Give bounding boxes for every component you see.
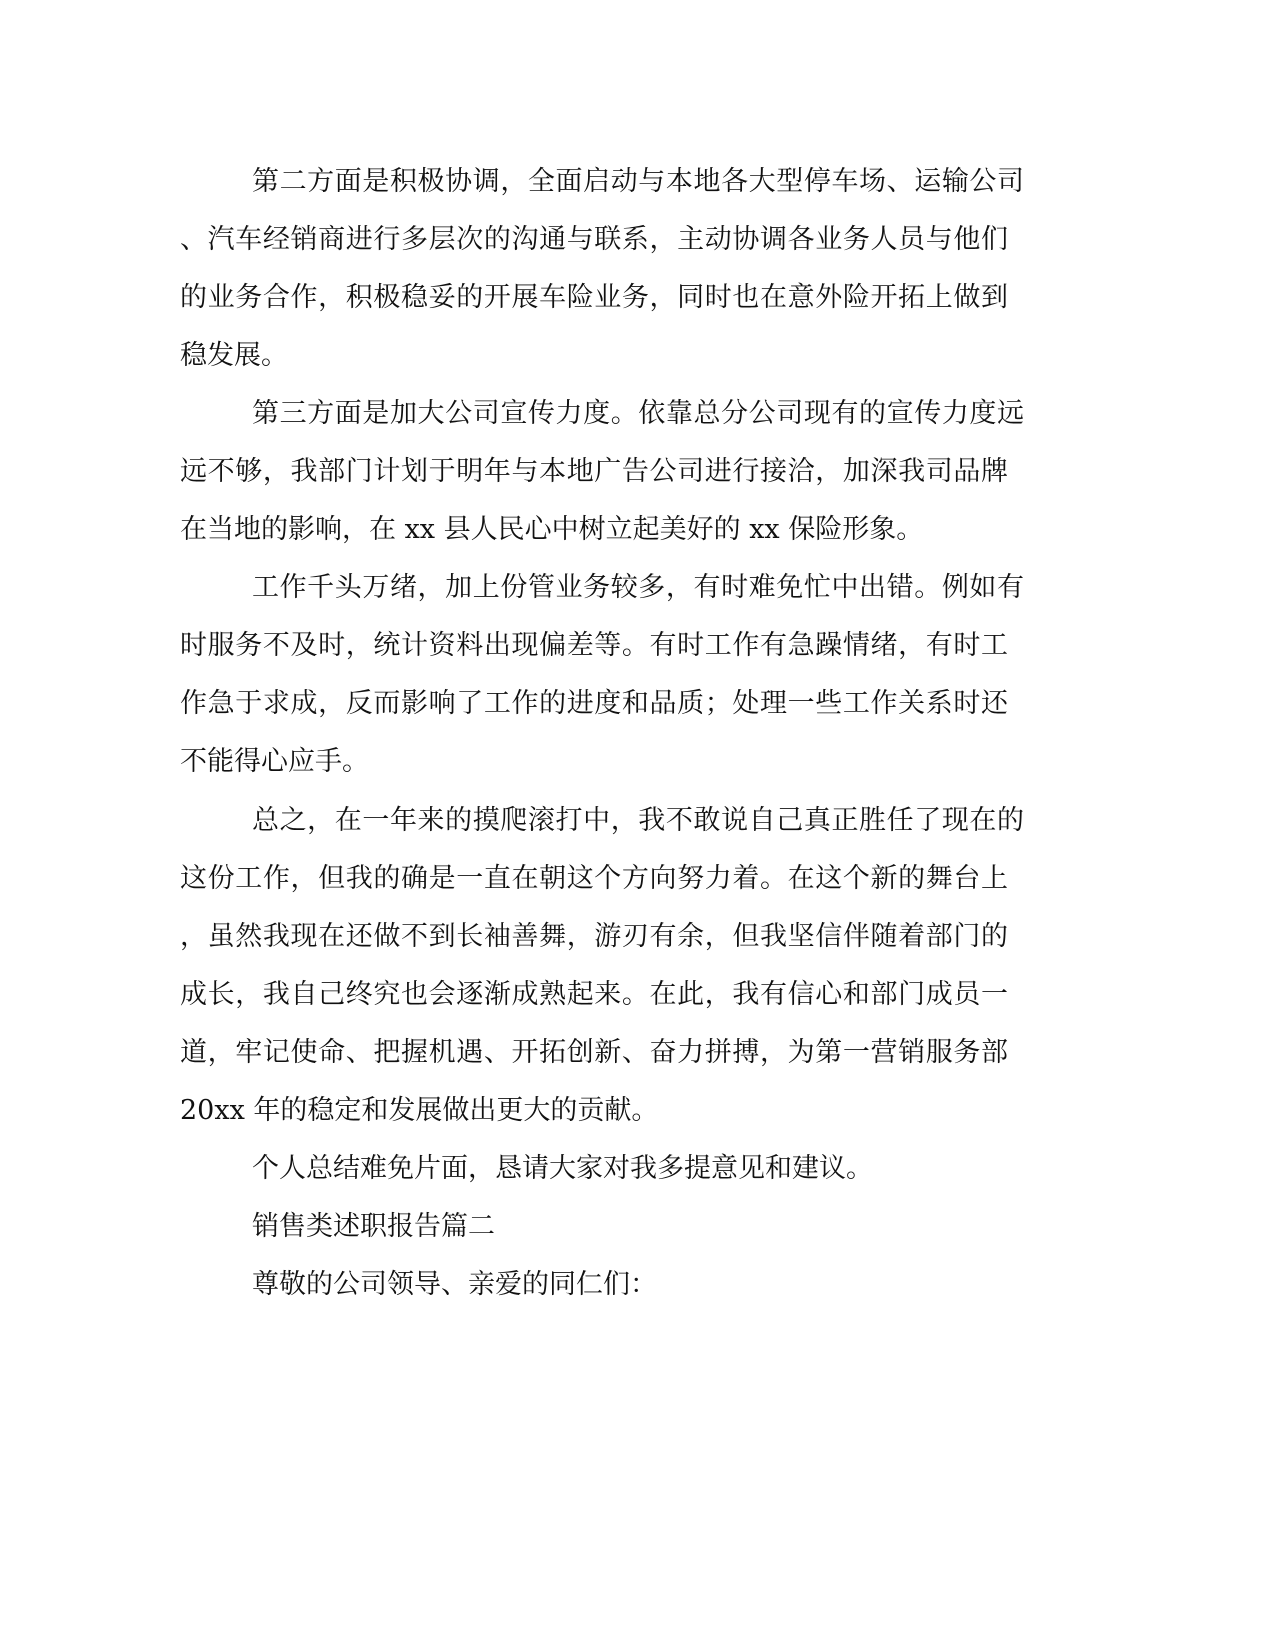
paragraph-3-line-2: 远不够，我部门计划于明年与本地广告公司进行接洽，加深我司品牌 <box>180 456 1008 487</box>
paragraph-2-line-2: 、汽车经销商进行多层次的沟通与联系，主动协调各业务人员与他们 <box>180 224 1008 255</box>
paragraph-3-line-1: 第三方面是加大公司宣传力度。依靠总分公司现有的宣传力度远 <box>252 398 1024 429</box>
paragraph-5-line-1: 总之，在一年来的摸爬滚打中，我不敢说自己真正胜任了现在的 <box>252 805 1024 836</box>
paragraph-5-line-4: 成长，我自己终究也会逐渐成熟起来。在此，我有信心和部门成员一 <box>180 979 1008 1010</box>
paragraph-6-line-1: 个人总结难免片面，恳请大家对我多提意见和建议。 <box>252 1153 873 1184</box>
paragraph-4-line-2: 时服务不及时，统计资料出现偏差等。有时工作有急躁情绪，有时工 <box>180 630 1008 661</box>
salutation: 尊敬的公司领导、亲爱的同仁们： <box>252 1269 657 1300</box>
paragraph-5-line-6: 20xx 年的稳定和发展做出更大的贡献。 <box>180 1095 659 1126</box>
paragraph-5-line-5: 道，牢记使命、把握机遇、开拓创新、奋力拼搏，为第一营销服务部 <box>180 1037 1008 1068</box>
paragraph-4-line-1: 工作千头万绪，加上份管业务较多，有时难免忙中出错。例如有 <box>252 572 1024 603</box>
paragraph-2-line-3: 的业务合作，积极稳妥的开展车险业务，同时也在意外险开拓上做到 <box>180 282 1008 313</box>
paragraph-3-line-3: 在当地的影响，在 xx 县人民心中树立起美好的 xx 保险形象。 <box>180 514 924 545</box>
paragraph-2-line-1: 第二方面是积极协调，全面启动与本地各大型停车场、运输公司 <box>252 166 1024 197</box>
section-heading: 销售类述职报告篇二 <box>252 1211 495 1242</box>
paragraph-4-line-3: 作急于求成，反而影响了工作的进度和品质；处理一些工作关系时还 <box>180 688 1008 719</box>
paragraph-4-line-4: 不能得心应手。 <box>180 746 369 777</box>
paragraph-5-line-2: 这份工作，但我的确是一直在朝这个方向努力着。在这个新的舞台上 <box>180 863 1008 894</box>
paragraph-2-line-4: 稳发展。 <box>180 340 288 371</box>
paragraph-5-line-3: ，虽然我现在还做不到长袖善舞，游刃有余，但我坚信伴随着部门的 <box>180 921 1008 952</box>
